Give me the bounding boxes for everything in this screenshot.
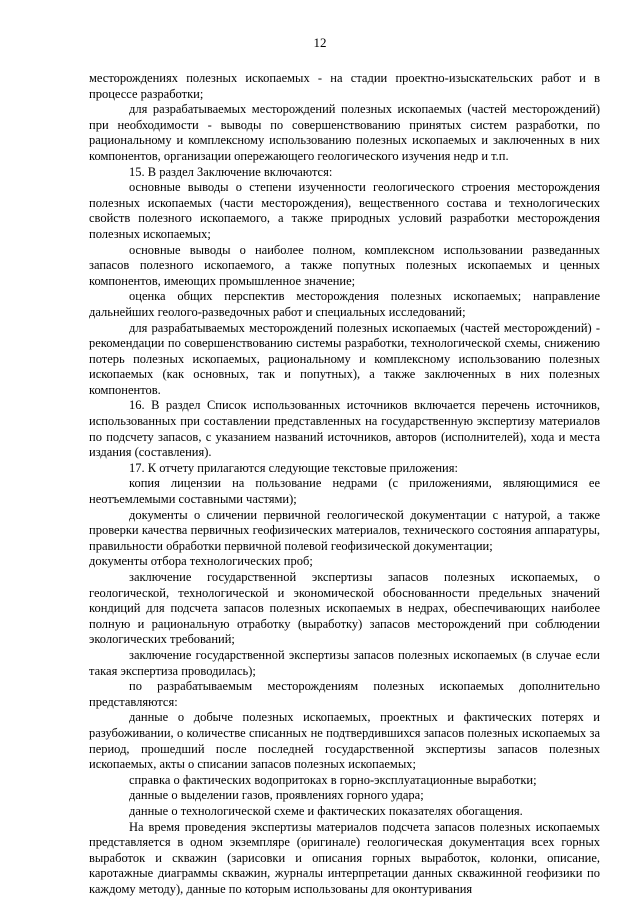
paragraph: 15. В раздел Заключение включаются: [129,164,333,179]
paragraph: данные о выделении газов, проявлениях горного удара; [129,788,424,803]
paragraph: документы о сличении первичной геологической документации с натурой, а также проверки качества первичных геофизических материалов, технического состояния аппаратуры, правильности обработки первичной полевой геофизической документации; [89,507,600,553]
paragraph: основные выводы о степени изученности геологического строения месторождения полезных ископаемых (части месторождения), вещественного состава и технологических свойств полезного ископаемого, а также природных условий разработки месторождения полезных ископаемых; [89,180,600,241]
paragraph: заключение государственной экспертизы запасов полезных ископаемых (в случае если такая экспертиза проводилась); [89,647,600,678]
paragraph: данные о добыче полезных ископаемых, проектных и фактических потерях и разубоживании, о количестве списанных не подтвердившихся запасов полезных ископаемых за период, прошедший после последней государственной экспертизы запасов полезных ископаемых, акты о списании запасов полезных ископаемых; [89,710,600,772]
paragraph: данные о технологической схеме и фактических показателях обогащения. [129,803,523,818]
paragraph: для разрабатываемых месторождений полезных ископаемых (частей месторождений) - рекомендации по совершенствованию системы разработки, технологической схемы, снижению потерь полезных ископаемых, рациональному и комплексному использованию полезных ископаемых (как основных, так и попутных), а также заключенных в них полезных компонентов. [89,320,600,397]
paragraph: справка о фактических водопритоках в горно-эксплуатационные выработки; [129,772,537,787]
paragraph: документы отбора технологических проб; [89,554,313,569]
paragraph: для разрабатываемых месторождений полезных ископаемых (частей месторождений) при необходимости - выводы по совершенствованию принятых систем разработки, по рациональному и комплексному использованию полезных ископаемых и заключенных в них компонентов, организации опережающего геологического изучения недр и т.п. [89,102,600,163]
paragraph: На время проведения экспертизы материалов подсчета запасов полезных ископаемых представляется в одном экземпляре (оригинале) геологическая документация всех горных выработок и скважин (зарисовки и описания горных выработок, колонки, описание, каротажные диаграммы скважин, журналы интерпретации данных скважинной геофизики по каждому методу), данные по которым использованы для оконтуривания [89,819,600,896]
document-body [89,71,600,897]
page-number: 12 [313,35,327,50]
paragraph: основные выводы о наиболее полном, комплексном использовании разведанных запасов полезного ископаемого, а также попутных полезных ископаемых и ценных компонентов, имеющих промышленное значение; [89,242,600,288]
paragraph: копия лицензии на пользование недрами (с приложениями, являющимися ее неотъемлемыми составными частями); [89,476,600,507]
paragraph: оценка общих перспектив месторождения полезных ископаемых; направление дальнейших геолого-разведочных работ и специальных исследований; [89,289,600,319]
paragraph: 16. В раздел Список использованных источников включается перечень источников, использованных при составлении представленных на государственную экспертизу материалов по подсчету запасов, с указанием названий источников, авторов (исполнителей), хода и места издания (составления). [89,398,600,460]
paragraph: по разрабатываемым месторождениям полезных ископаемых дополнительно представляются: [89,679,600,709]
paragraph: месторождениях полезных ископаемых - на стадии проектно-изыскательских работ и в процессе разработки; [89,71,600,101]
paragraph: заключение государственной экспертизы запасов полезных ископаемых, о геологической, технологической и экономической обоснованности предельных значений кондиций для подсчета запасов полезных ископаемых в недрах, обеспечивающих наиболее полную и рациональную отработку (выработку) запасов месторождений при соблюдении экологических требований; [89,570,600,647]
paragraph: 17. К отчету прилагаются следующие текстовые приложения: [129,460,458,475]
